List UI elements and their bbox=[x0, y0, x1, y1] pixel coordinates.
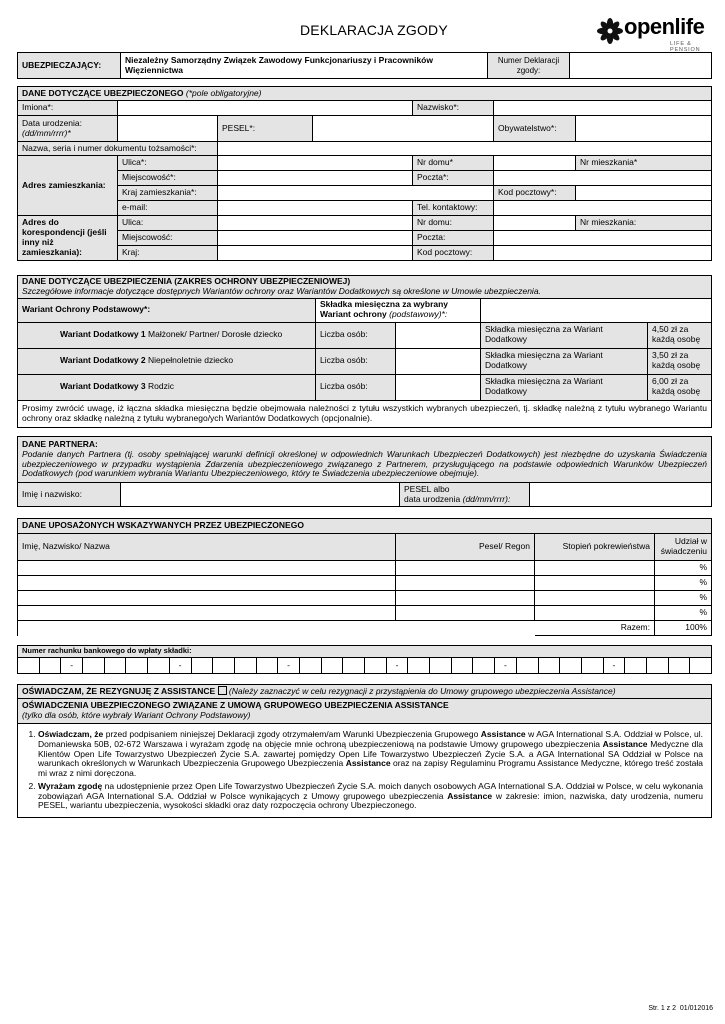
page-footer: Str. 1 z 2 01/012016 bbox=[648, 1005, 713, 1012]
beneficiary-relation-field[interactable] bbox=[535, 561, 655, 576]
pesel-label: PESEL*: bbox=[218, 116, 313, 142]
table-row bbox=[18, 591, 712, 606]
statement-1: 1. Oświadczam, że przed podpisaniem niniejszej Deklaracji zgody otrzymałem/am Warunki Ubezpieczenia Grupowego Assistance w AGA International S.A. Oddział w Polsce, ul. Domaniewska 50B, 02-672 Warszawa i wyrażam zgodę na objęcie mnie ochroną ubezpieczeniową na podstawie Umowy grupowego ubezpieczenia Assistance Medyczne dla Klientów Open Life Towarzystwo Ubezpieczeń Życie S.A. zawartej pomiędzy Open Life Towarzystwo Ubezpieczeń Życie S.A. a AGA International SA Oddział w Polsce na warunkach określonych w Warunkach Ubezpieczenia Grupowego Ubezpieczenia Assistance oraz na zapisy Regulaminu Programu Assistance Medyczne, którego treść została mi wraz z nimi doręczona. bbox=[38, 730, 703, 779]
open-life-logo bbox=[596, 14, 716, 54]
beneficiary-share-field[interactable]: % bbox=[655, 561, 712, 576]
address-label: Adres zamieszkania: bbox=[18, 156, 118, 216]
bank-digit-field[interactable] bbox=[668, 658, 690, 674]
bank-separator: - bbox=[386, 658, 408, 674]
assistance-header: OŚWIADCZENIA UBEZPIECZONEGO ZWIĄZANE Z UMOWĄ GRUPOWEGO UBEZPIECZENIA ASSISTANCE (tylko dla osób, które wybrały Wariant Ochrony Podstawowy) bbox=[18, 699, 712, 724]
variant-2-price: 3,50 zł za każdą osobę bbox=[648, 348, 712, 374]
country-field[interactable] bbox=[218, 186, 494, 201]
phone-label: Tel. kontaktowy: bbox=[413, 201, 494, 216]
insurer-table bbox=[17, 52, 712, 79]
base-variant-label: Wariant Ochrony Podstawowy*: bbox=[18, 298, 316, 322]
bank-account-digits bbox=[18, 658, 712, 674]
flower-icon bbox=[596, 17, 624, 45]
beneficiary-name-field[interactable] bbox=[18, 591, 396, 606]
beneficiary-share-field[interactable]: % bbox=[655, 606, 712, 621]
email-label: e-mail: bbox=[118, 201, 218, 216]
bank-digit-field[interactable] bbox=[538, 658, 560, 674]
insurance-table bbox=[17, 275, 712, 428]
house-no-field[interactable] bbox=[494, 156, 576, 171]
bank-account-label: Numer rachunku bankowego do wpłaty składki: bbox=[18, 646, 712, 658]
partner-pesel-label: PESEL albo data urodzenia (dd/mm/rrrr): bbox=[400, 483, 530, 507]
phone-field[interactable] bbox=[494, 201, 712, 216]
corr-postal-label: Kod pocztowy: bbox=[413, 246, 494, 261]
insurer-label: UBEZPIECZAJĄCY: bbox=[18, 53, 121, 79]
bank-separator: - bbox=[61, 658, 83, 674]
bank-digit-field[interactable] bbox=[646, 658, 668, 674]
partner-name-label: Imię i nazwisko: bbox=[18, 483, 121, 507]
insurance-section-header: DANE DOTYCZĄCE UBEZPIECZENIA (ZAKRES OCHRONY UBEZPIECZENIOWEJ) Szczegółowe informacje dotyczące dostępnych Wariantów ochrony oraz Wariantów Dodatkowych są określone w Umowie ubezpieczenia. bbox=[18, 276, 712, 299]
postal-code-label: Kod pocztowy*: bbox=[494, 186, 576, 201]
city-field[interactable] bbox=[218, 171, 413, 186]
bank-digit-field[interactable] bbox=[148, 658, 170, 674]
bank-digit-field[interactable] bbox=[213, 658, 235, 674]
bank-digit-field[interactable] bbox=[126, 658, 148, 674]
bank-digit-field[interactable] bbox=[343, 658, 365, 674]
logo-text: openlife bbox=[624, 14, 705, 39]
partner-section-header: DANE PARTNERA: Podanie danych Partnera (tj. osoby spełniającej warunki definicji określonej w odpowiednich Warunkach Ubezpieczeń Dodatkowych) jest niezbędne do uzyskania Świadczenia ubezpieczeniowego w przypadku wystąpienia Zdarzenia ubezpieczeniowego związanego z Partnerem, przysługującego na podstawie odpowiednich Warunków Ubezpieczeń Dodatkowych (pod warunkiem wybrania Wariantu Ubezpieczeniowego, który te Świadczenia ubezpieczeniowe obejmuje). bbox=[18, 437, 712, 483]
pesel-field[interactable] bbox=[313, 116, 494, 142]
post-label: Poczta*: bbox=[413, 171, 494, 186]
partner-pesel-field[interactable] bbox=[530, 483, 712, 507]
statement-2: 2. Wyrażam zgodę na udostępnienie przez Open Life Towarzystwo Ubezpieczeń Życie S.A. moich danych osobowych AGA International S.A. Oddział w Polsce, w celu wykonania zobowiązań AGA International S.A. Oddział w Polsce wynikających z Umowy grupowego ubezpieczenia Assistance w zakresie: imion, nazwiska, daty urodzenia, numeru PESEL, wariantu ubezpieczenia, wysokości składki oraz daty rozpoczęcia ochrony Ubezpieczonego. bbox=[38, 782, 703, 811]
street-label: Ulica*: bbox=[118, 156, 218, 171]
house-no-label: Nr domu* bbox=[413, 156, 494, 171]
bank-digit-field[interactable] bbox=[365, 658, 387, 674]
bank-digit-field[interactable] bbox=[625, 658, 647, 674]
bank-digit-field[interactable] bbox=[560, 658, 582, 674]
bank-separator: - bbox=[169, 658, 191, 674]
declaration-number-label: Numer Deklaracji zgody: bbox=[488, 53, 570, 79]
bank-digit-field[interactable] bbox=[104, 658, 126, 674]
partner-table bbox=[17, 436, 712, 507]
beneficiary-pesel-field[interactable] bbox=[396, 576, 535, 591]
bank-digit-field[interactable] bbox=[191, 658, 213, 674]
corr-postal-field[interactable] bbox=[494, 246, 712, 261]
insured-table bbox=[17, 86, 712, 261]
corr-street-field[interactable] bbox=[218, 216, 413, 231]
corr-country-label: Kraj: bbox=[118, 246, 218, 261]
base-premium-field[interactable] bbox=[481, 298, 712, 322]
variant-1-count-field[interactable] bbox=[396, 322, 481, 348]
variant-2-count-label: Liczba osób: bbox=[316, 348, 396, 374]
birth-date-field[interactable] bbox=[118, 116, 218, 142]
city-label: Miejscowość*: bbox=[118, 171, 218, 186]
base-premium-label: Składka miesięczna za wybrany Wariant ochrony (podstawowy)*: bbox=[316, 298, 481, 322]
total-value: 100% bbox=[655, 621, 712, 636]
beneficiary-name-field[interactable] bbox=[18, 606, 396, 621]
last-name-field[interactable] bbox=[494, 101, 712, 116]
bank-digit-field[interactable] bbox=[321, 658, 343, 674]
variant-1-price: 4,50 zł za każdą osobę bbox=[648, 322, 712, 348]
bank-separator: - bbox=[495, 658, 517, 674]
variant-3-price: 6,00 zł za każdą osobę bbox=[648, 374, 712, 400]
flat-no-label: Nr mieszkania* bbox=[576, 156, 712, 171]
corr-post-field[interactable] bbox=[494, 231, 712, 246]
variant-2-label: Wariant Dodatkowy 2 Niepełnoletnie dziecko bbox=[18, 348, 316, 374]
beneficiary-pesel-field[interactable] bbox=[396, 606, 535, 621]
corr-street-label: Ulica: bbox=[118, 216, 218, 231]
bank-digit-field[interactable] bbox=[473, 658, 495, 674]
col-relation-header: Stopień pokrewieństwa bbox=[535, 534, 655, 561]
total-label: Razem: bbox=[535, 621, 655, 636]
beneficiaries-table bbox=[17, 518, 712, 636]
assistance-table bbox=[17, 684, 712, 818]
corr-city-field[interactable] bbox=[218, 231, 413, 246]
post-field[interactable] bbox=[494, 171, 712, 186]
citizenship-label: Obywatelstwo*: bbox=[494, 116, 576, 142]
bank-digit-field[interactable] bbox=[690, 658, 712, 674]
last-name-label: Nazwisko*: bbox=[413, 101, 494, 116]
beneficiary-relation-field[interactable] bbox=[535, 606, 655, 621]
variant-3-label: Wariant Dodatkowy 3 Rodzic bbox=[18, 374, 316, 400]
page-title: DEKLARACJA ZGODY bbox=[300, 22, 448, 38]
declaration-number-field[interactable] bbox=[570, 53, 712, 79]
table-row bbox=[18, 576, 712, 591]
corr-house-field[interactable] bbox=[494, 216, 576, 231]
variant-1-label: Wariant Dodatkowy 1 Małżonek/ Partner/ Dorosłe dziecko bbox=[18, 322, 316, 348]
bank-digit-field[interactable] bbox=[516, 658, 538, 674]
bank-digit-field[interactable] bbox=[451, 658, 473, 674]
corr-city-label: Miejscowość: bbox=[118, 231, 218, 246]
insured-section-header: DANE DOTYCZĄCE UBEZPIECZONEGO (*pole obligatoryjne) bbox=[18, 87, 712, 101]
postal-code-field[interactable] bbox=[576, 186, 712, 201]
beneficiaries-section-header: DANE UPOSAŻONYCH WSKAZYWANYCH PRZEZ UBEZPIECZONEGO bbox=[18, 519, 712, 534]
bank-digit-field[interactable] bbox=[408, 658, 430, 674]
beneficiary-relation-field[interactable] bbox=[535, 591, 655, 606]
email-field[interactable] bbox=[218, 201, 413, 216]
variant-2-count-field[interactable] bbox=[396, 348, 481, 374]
col-share-header: Udział w świadczeniu bbox=[655, 534, 712, 561]
first-name-label: Imiona*: bbox=[18, 101, 118, 116]
table-row bbox=[18, 606, 712, 621]
beneficiary-name-field[interactable] bbox=[18, 576, 396, 591]
corr-country-field[interactable] bbox=[218, 246, 413, 261]
beneficiary-pesel-field[interactable] bbox=[396, 561, 535, 576]
bank-digit-field[interactable] bbox=[83, 658, 105, 674]
variant-1-count-label: Liczba osób: bbox=[316, 322, 396, 348]
table-row bbox=[18, 561, 712, 576]
bank-digit-field[interactable] bbox=[39, 658, 61, 674]
beneficiary-share-field[interactable]: % bbox=[655, 591, 712, 606]
col-pesel-header: Pesel/ Regon bbox=[396, 534, 535, 561]
country-label: Kraj zamieszkania*: bbox=[118, 186, 218, 201]
first-name-field[interactable] bbox=[118, 101, 413, 116]
bank-digit-field[interactable] bbox=[234, 658, 256, 674]
correspondence-address-label: Adres do korespondencji (jeśli inny niż zamieszkania): bbox=[18, 216, 118, 261]
assistance-resign-row: OŚWIADCZAM, ŻE REZYGNUJĘ Z ASSISTANCE (Należy zaznaczyć w celu rezygnacji z przystąpienia do Umowy grupowego ubezpieczenia Assistance) bbox=[18, 685, 712, 699]
beneficiary-share-field[interactable]: % bbox=[655, 576, 712, 591]
bank-separator: - bbox=[603, 658, 625, 674]
bank-digit-field[interactable] bbox=[430, 658, 452, 674]
partner-name-field[interactable] bbox=[121, 483, 400, 507]
street-field[interactable] bbox=[218, 156, 413, 171]
bank-digit-field[interactable] bbox=[299, 658, 321, 674]
variant-2-premium-label: Składka miesięczna za Wariant Dodatkowy bbox=[481, 348, 648, 374]
bank-digit-field[interactable] bbox=[18, 658, 40, 674]
bank-digit-field[interactable] bbox=[256, 658, 278, 674]
variant-3-count-field[interactable] bbox=[396, 374, 481, 400]
corr-flat-label: Nr mieszkania: bbox=[576, 216, 712, 231]
corr-house-label: Nr domu: bbox=[413, 216, 494, 231]
beneficiary-name-field[interactable] bbox=[18, 561, 396, 576]
insurer-name: Niezależny Samorządny Związek Zawodowy Funkcjonariuszy i Pracowników Więziennictwa bbox=[121, 53, 488, 79]
premium-note: Prosimy zwrócić uwagę, iż łączna składka miesięczna będzie obejmowała należności z tytułu wszystkich wybranych ubezpieczeń, tj. składkę należną z tytułu wybranego Wariantu ochrony oraz składkę należną z tytułu wybranego/ych Wariantów Dodatkowych (opcjonalnie). bbox=[18, 400, 712, 427]
variant-1-premium-label: Składka miesięczna za Wariant Dodatkowy bbox=[481, 322, 648, 348]
citizenship-field[interactable] bbox=[576, 116, 712, 142]
resign-checkbox[interactable] bbox=[218, 686, 227, 695]
col-name-header: Imię, Nazwisko/ Nazwa bbox=[18, 534, 396, 561]
beneficiary-relation-field[interactable] bbox=[535, 576, 655, 591]
id-document-label: Nazwa, seria i numer dokumentu tożsamości*: bbox=[18, 142, 218, 156]
bank-account-table bbox=[17, 645, 712, 674]
bank-separator: - bbox=[278, 658, 300, 674]
variant-3-premium-label: Składka miesięczna za Wariant Dodatkowy bbox=[481, 374, 648, 400]
assistance-statements bbox=[18, 724, 712, 818]
bank-digit-field[interactable] bbox=[581, 658, 603, 674]
logo-subtext: LIFE & PENSION bbox=[670, 41, 701, 53]
beneficiary-pesel-field[interactable] bbox=[396, 591, 535, 606]
birth-date-label: Data urodzenia: (dd/mm/rrrr)* bbox=[18, 116, 118, 142]
id-document-field[interactable] bbox=[218, 142, 712, 156]
corr-post-label: Poczta: bbox=[413, 231, 494, 246]
variant-3-count-label: Liczba osób: bbox=[316, 374, 396, 400]
